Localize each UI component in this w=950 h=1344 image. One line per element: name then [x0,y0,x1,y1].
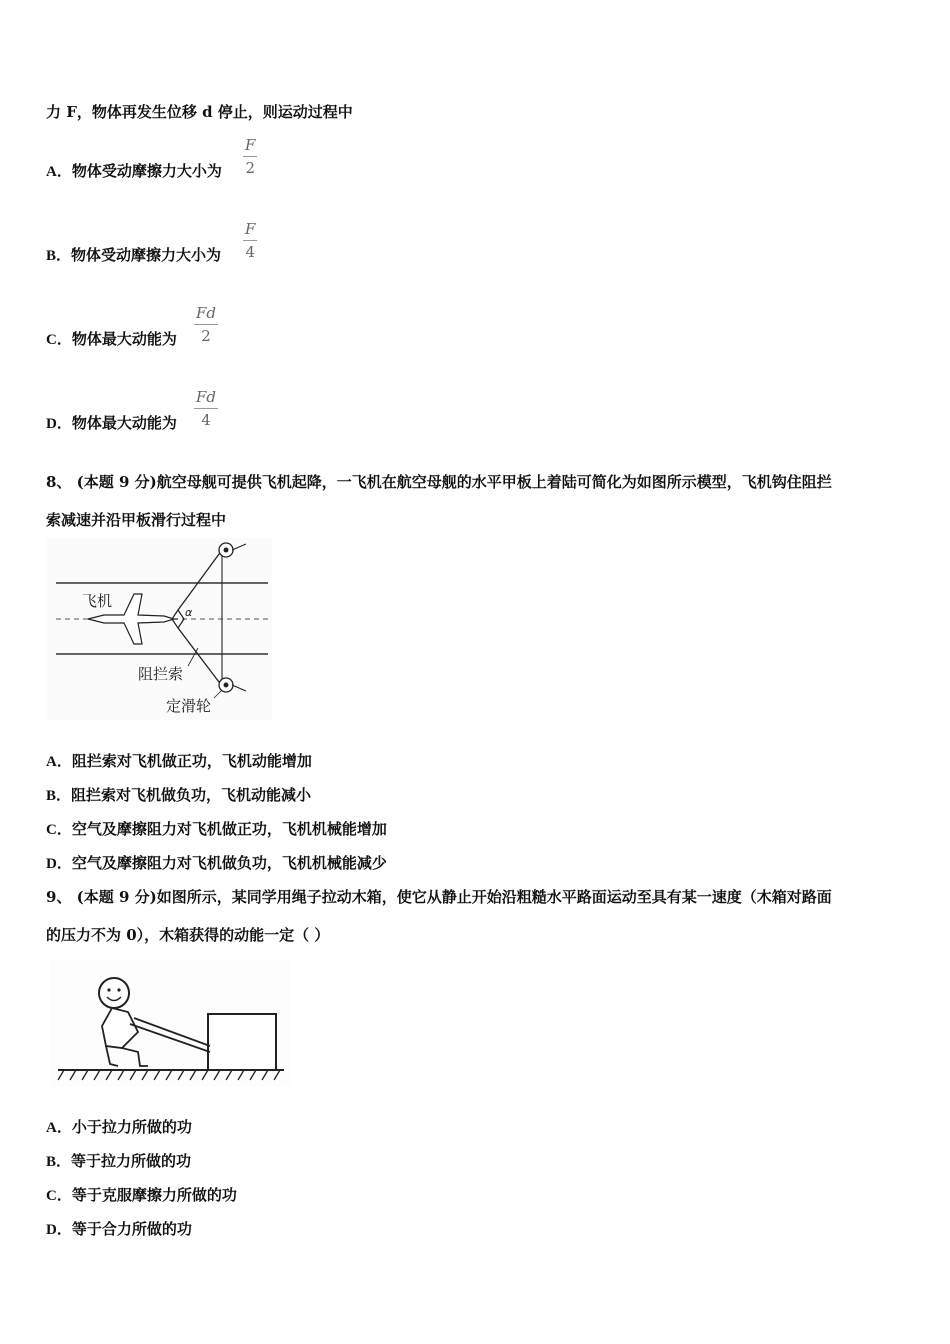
q9-option-d[interactable] [46,1219,192,1240]
option-text: 阻拦索对飞机做正功，飞机动能增加 [71,752,312,770]
fraction-bar [194,408,218,409]
q9-option-b[interactable] [46,1151,191,1172]
q8-stem-line2: 索减速并沿甲板滑行过程中 [46,511,227,529]
option-text: 空气及摩擦阻力对飞机做正功，飞机机械能增加 [71,820,387,838]
option-text: 物体受动摩擦力大小为 [71,246,222,264]
fraction-c [194,304,218,345]
pulley-label: 定滑轮 [166,697,212,715]
q7-option-b[interactable] [46,245,221,266]
q8-option-d[interactable] [46,853,387,874]
option-text: 物体最大动能为 [71,414,177,432]
option-letter: A． [46,164,72,180]
fraction-denominator: 2 [245,159,255,177]
q8-option-c[interactable] [46,819,387,840]
fraction-a [243,136,257,177]
question-number: 8、 [46,473,72,491]
q9-stem-text: (本题 9 分)如图所示，某同学用绳子拉动木箱，使它从静止开始沿粗糙水平路面运动至具有某一速度（木箱对路面 [76,888,832,906]
fraction-bar [243,240,257,241]
q9-stem-line1 [46,887,832,907]
option-letter: B． [46,788,72,804]
person-eye-right [117,988,120,991]
fraction-b [243,220,257,261]
fraction-numerator: F [245,220,256,238]
question-number: 9、 [46,888,72,906]
fraction-denominator: 4 [245,243,255,261]
option-text: 等于合力所做的功 [71,1220,192,1238]
person-eye-left [107,988,110,991]
wooden-box [208,1014,276,1070]
option-letter: D． [46,856,72,872]
q7-intro: 力 F，物体再发生位移 d 停止，则运动过程中 [46,103,353,121]
fraction-bar [243,156,257,157]
option-letter: D． [46,416,72,432]
option-letter: C． [46,822,72,838]
pulley-top-axle [224,548,229,553]
q8-option-b[interactable] [46,785,311,806]
option-text: 等于拉力所做的功 [71,1152,192,1170]
option-letter: D． [46,1222,72,1238]
option-text: 阻拦索对飞机做负功，飞机动能减小 [71,786,312,804]
plane-label: 飞机 [82,592,113,610]
option-text: 空气及摩擦阻力对飞机做负功，飞机机械能减少 [71,854,387,872]
option-text: 物体最大动能为 [71,330,177,348]
fraction-bar [194,324,218,325]
option-letter: C． [46,1188,72,1204]
pulley-bottom-axle [224,683,229,688]
q9-figure-pulling-box [50,960,290,1086]
person-head [99,978,129,1008]
figure-background [46,538,272,720]
option-text: 等于克服摩擦力所做的功 [71,1186,237,1204]
fraction-denominator: 2 [201,327,211,345]
q9-option-a[interactable] [46,1117,192,1138]
option-text: 物体受动摩擦力大小为 [71,162,222,180]
angle-label: α [185,606,193,619]
q9-stem-line2: 的压力不为 0），木箱获得的动能一定（ ） [46,926,330,944]
option-letter: B． [46,1154,72,1170]
q8-stem-line1 [46,472,832,492]
fraction-denominator: 4 [201,411,211,429]
q9-option-c[interactable] [46,1185,237,1206]
q8-option-a[interactable] [46,751,312,772]
q7-option-c[interactable] [46,329,177,350]
option-text: 小于拉力所做的功 [71,1118,192,1136]
q8-figure-carrier-landing [46,538,272,720]
option-letter: C． [46,332,72,348]
fraction-numerator: Fd [196,304,217,322]
q8-stem-text: (本题 9 分)航空母舰可提供飞机起降，一飞机在航空母舰的水平甲板上着陆可简化为如图所示模型，飞机钩住阻拦 [76,473,832,491]
q7-option-a[interactable] [46,161,222,182]
fraction-d [194,388,218,429]
option-letter: B． [46,248,72,264]
option-letter: A． [46,754,72,770]
fraction-numerator: F [245,136,256,154]
cable-label: 阻拦索 [138,665,184,683]
q7-option-d[interactable] [46,413,177,434]
fraction-numerator: Fd [196,388,217,406]
option-letter: A． [46,1120,72,1136]
